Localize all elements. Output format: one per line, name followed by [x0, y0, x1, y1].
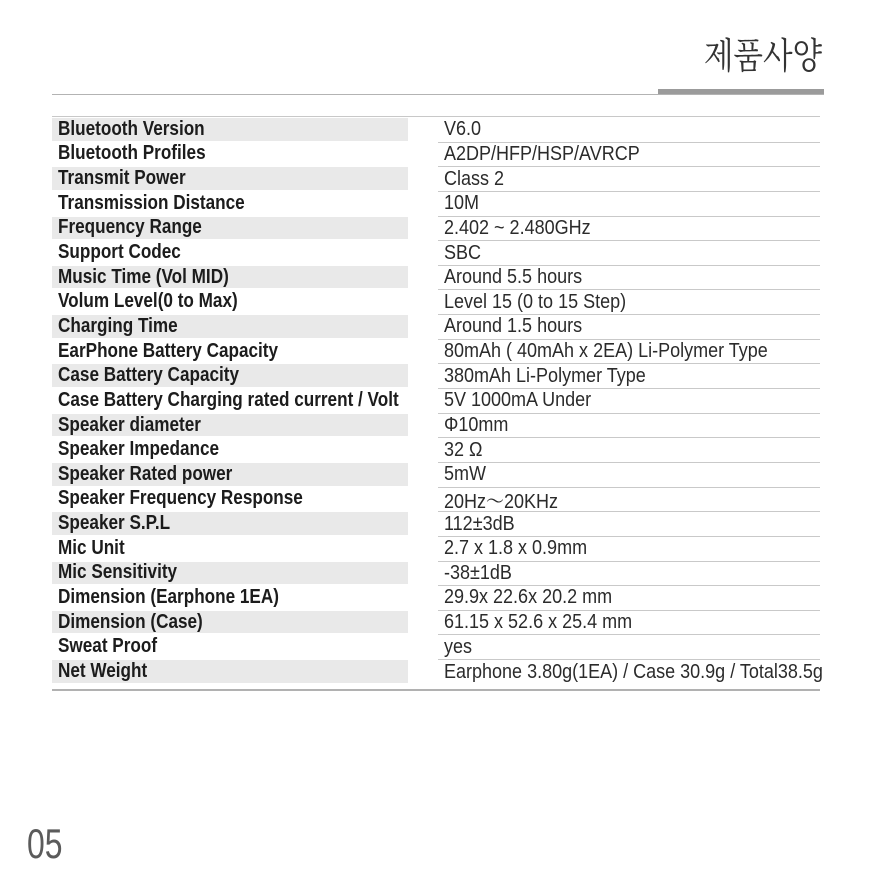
spec-row	[52, 659, 823, 685]
spec-value: 10M	[444, 192, 480, 215]
spec-value-cell	[438, 241, 820, 266]
spec-row	[52, 537, 820, 562]
spec-row	[52, 290, 820, 315]
spec-value: Level 15 (0 to 15 Step)	[444, 290, 627, 313]
spec-row	[52, 340, 820, 365]
spec-value-cell	[438, 586, 820, 611]
spec-row	[52, 611, 820, 636]
spec-label-cell	[52, 340, 408, 365]
spec-row	[52, 118, 820, 143]
spec-label: Speaker Rated power	[58, 462, 233, 485]
spec-value: 2.402 ~ 2.480GHz	[444, 216, 591, 239]
spec-label-cell	[52, 488, 408, 513]
spec-label-cell	[52, 537, 408, 562]
spec-label: Net Weight	[58, 659, 148, 682]
page-title: 제품사양	[703, 36, 822, 77]
spec-row	[52, 167, 820, 192]
spec-label: Speaker diameter	[58, 413, 201, 436]
spec-label-cell	[52, 414, 408, 439]
spec-value-cell	[438, 463, 820, 488]
spec-value: Around 5.5 hours	[444, 266, 583, 289]
spec-value-cell	[438, 512, 820, 537]
spec-value-cell	[438, 364, 820, 389]
spec-row	[52, 364, 820, 389]
spec-value: 5V 1000mA Under	[444, 389, 592, 412]
spec-label-cell	[52, 512, 408, 537]
spec-value-cell	[438, 562, 820, 587]
spec-label: Frequency Range	[58, 216, 202, 239]
spec-value-cell	[438, 438, 820, 463]
spec-value: 112±3dB	[444, 512, 515, 535]
spec-label-cell	[52, 611, 408, 636]
spec-label: Mic Unit	[58, 536, 125, 559]
spec-value: V6.0	[444, 118, 482, 141]
spec-row	[52, 635, 820, 660]
spec-row	[52, 586, 820, 611]
spec-label-cell	[52, 562, 408, 587]
spec-value: SBC	[444, 241, 482, 264]
spec-value-cell	[438, 340, 820, 365]
spec-row	[52, 562, 820, 587]
spec-row	[52, 241, 820, 266]
spec-label: EarPhone Battery Capacity	[58, 339, 279, 362]
header-rule	[52, 94, 824, 95]
spec-label-cell	[52, 143, 408, 168]
spec-label: Mic Sensitivity	[58, 561, 178, 584]
page-number: 05	[27, 820, 63, 867]
spec-label-cell	[52, 364, 408, 389]
spec-label: Speaker S.P.L	[58, 512, 171, 535]
spec-value: yes	[444, 635, 473, 658]
spec-value: 80mAh ( 40mAh x 2EA) Li-Polymer Type	[444, 340, 768, 363]
spec-value: Class 2	[444, 167, 505, 190]
spec-label-cell	[52, 290, 408, 315]
spec-label-cell	[52, 438, 408, 463]
spec-label-cell	[52, 118, 408, 143]
spec-row	[52, 143, 820, 168]
spec-row	[52, 438, 820, 463]
spec-value: 61.15 x 52.6 x 25.4 mm	[444, 611, 633, 634]
spec-value: Earphone 3.80g(1EA) / Case 30.9g / Total38.5g	[444, 660, 823, 683]
spec-table	[52, 117, 823, 685]
spec-label: Charging Time	[58, 314, 178, 337]
spec-label: Transmit Power	[58, 167, 186, 190]
spec-value-cell	[438, 611, 820, 636]
spec-label: Speaker Frequency Response	[58, 487, 303, 510]
spec-value: Φ10mm	[444, 414, 509, 436]
spec-value-cell	[438, 143, 820, 168]
spec-label: Dimension (Earphone 1EA)	[58, 586, 279, 608]
spec-value-cell	[438, 266, 820, 291]
spec-label: Case Battery Capacity	[58, 364, 240, 387]
spec-label-cell	[52, 217, 408, 242]
spec-label: Sweat Proof	[58, 635, 158, 658]
spec-label-cell	[52, 660, 408, 685]
spec-label-cell	[52, 315, 408, 340]
spec-row	[52, 463, 820, 488]
spec-value: A2DP/HFP/HSP/AVRCP	[444, 142, 640, 165]
spec-value-cell	[438, 315, 820, 340]
spec-value: 20Hz～20KHz	[444, 490, 559, 513]
spec-label: Transmission Distance	[58, 191, 245, 214]
spec-value-cell	[438, 389, 820, 414]
spec-label: Bluetooth Version	[58, 117, 205, 140]
spec-value-cell	[438, 660, 823, 685]
spec-label: Case Battery Charging rated current / Volt	[58, 388, 399, 411]
spec-label: Support Codec	[58, 241, 181, 264]
spec-value-cell	[438, 290, 820, 315]
spec-label: Dimension (Case)	[58, 610, 203, 633]
spec-label-cell	[52, 586, 408, 611]
spec-value: Around 1.5 hours	[444, 315, 583, 338]
table-bottom-rule	[52, 689, 820, 691]
spec-value-cell	[438, 192, 820, 217]
spec-row	[52, 217, 820, 242]
spec-value-cell	[438, 635, 820, 660]
spec-value-cell	[438, 488, 820, 513]
spec-label: Speaker Impedance	[58, 438, 220, 461]
spec-value: 5mW	[444, 463, 487, 486]
spec-row	[52, 266, 820, 291]
spec-label-cell	[52, 192, 408, 217]
spec-row	[52, 315, 820, 340]
spec-label-cell	[52, 463, 408, 488]
spec-value-cell	[438, 414, 820, 439]
spec-value: 2.7 x 1.8 x 0.9mm	[444, 537, 588, 560]
spec-row	[52, 389, 820, 414]
spec-value: -38±1dB	[444, 561, 512, 584]
spec-value: 29.9x 22.6x 20.2 mm	[444, 586, 613, 609]
spec-value-cell	[438, 217, 820, 242]
spec-row	[52, 414, 820, 439]
spec-label-cell	[52, 389, 408, 414]
spec-value-cell	[438, 537, 820, 562]
spec-label-cell	[52, 635, 408, 660]
spec-label-cell	[52, 167, 408, 192]
spec-label: Bluetooth Profiles	[58, 142, 206, 165]
spec-value: 380mAh Li-Polymer Type	[444, 364, 646, 387]
spec-value: 32 Ω	[444, 438, 483, 461]
spec-value-cell	[438, 118, 820, 143]
spec-label: Volum Level(0 to Max)	[58, 290, 238, 313]
spec-label-cell	[52, 266, 408, 291]
spec-row	[52, 488, 820, 513]
spec-value-cell	[438, 167, 820, 192]
spec-row	[52, 512, 820, 537]
spec-label-cell	[52, 241, 408, 266]
spec-label: Music Time (Vol MID)	[58, 265, 229, 288]
spec-row	[52, 192, 820, 217]
